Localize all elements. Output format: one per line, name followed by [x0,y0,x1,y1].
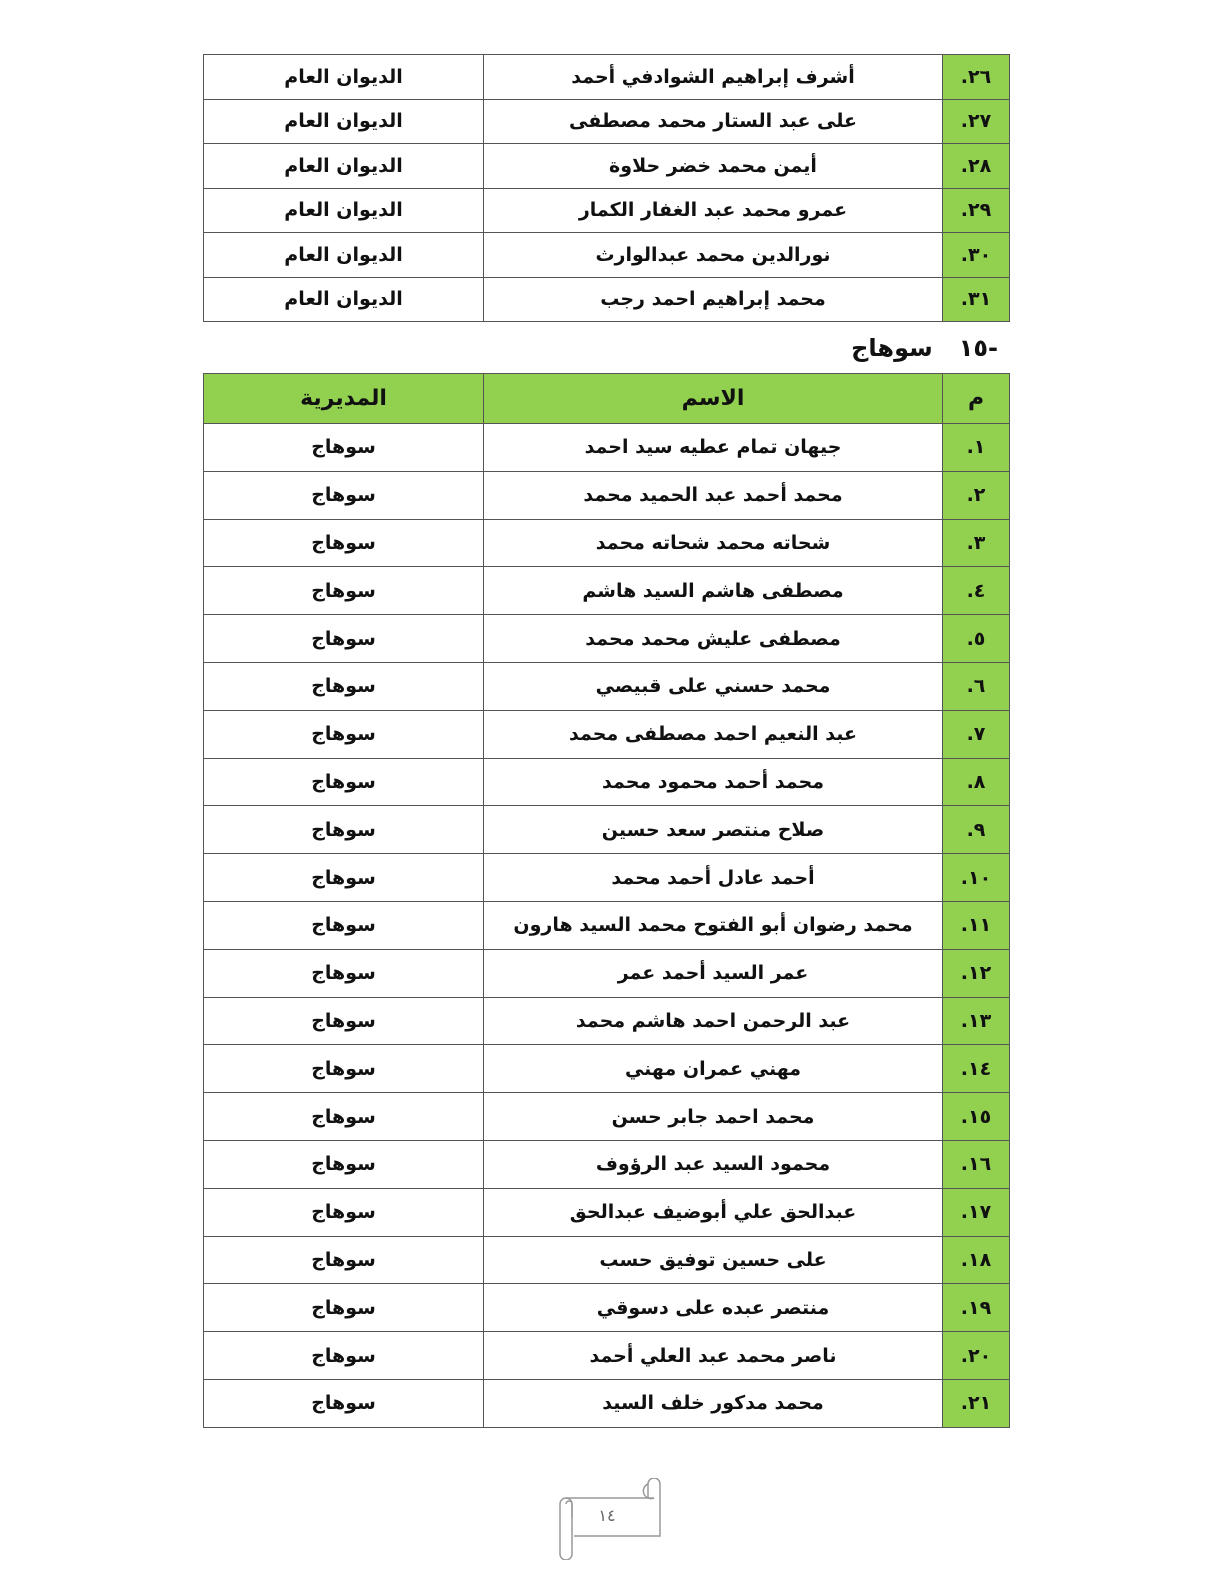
department: سوهاج [204,997,484,1045]
row-number: ٢٩. [943,188,1010,233]
row-number: ٢٨. [943,144,1010,189]
department: سوهاج [204,710,484,758]
employee-name: أحمد عادل أحمد محمد [484,854,943,902]
table-row [204,615,1010,663]
department: سوهاج [204,567,484,615]
department: سوهاج [204,424,484,472]
table-row [204,997,1010,1045]
section-title: سوهاج [851,334,933,362]
table-row [204,1236,1010,1284]
page-number-scroll [552,1478,662,1560]
header-name: الاسم [484,374,943,424]
row-number: ١٤. [943,1045,1010,1093]
employee-name: عبدالحق علي أبوضيف عبدالحق [484,1188,943,1236]
department: سوهاج [204,519,484,567]
page-number: ١٤ [598,1506,616,1525]
row-number: ٩. [943,806,1010,854]
row-number: ٦. [943,662,1010,710]
header-num: م [943,374,1010,424]
employee-name: على عبد الستار محمد مصطفى [484,99,943,144]
employee-name: أشرف إبراهيم الشوادفي أحمد [484,55,943,100]
row-number: ٣. [943,519,1010,567]
row-number: ٢. [943,471,1010,519]
employee-name: محمد إبراهيم احمد رجب [484,277,943,322]
employee-name: صلاح منتصر سعد حسين [484,806,943,854]
table-row [204,424,1010,472]
department: سوهاج [204,1093,484,1141]
department: سوهاج [204,1379,484,1427]
header-dept: المديرية [204,374,484,424]
row-number: ١٧. [943,1188,1010,1236]
table-row [204,949,1010,997]
department: سوهاج [204,901,484,949]
staff-table-continued [203,54,1010,322]
table-row [204,519,1010,567]
department: الديوان العام [204,277,484,322]
table-row [204,662,1010,710]
department: الديوان العام [204,144,484,189]
table-header-row [204,374,1010,424]
employee-name: محمد احمد جابر حسن [484,1093,943,1141]
employee-name: محمد حسني على قبيصي [484,662,943,710]
section-number: -١٥ [958,334,998,362]
employee-name: محمد أحمد محمود محمد [484,758,943,806]
table-row [204,567,1010,615]
row-number: ١٠. [943,854,1010,902]
row-number: ١٢. [943,949,1010,997]
department: سوهاج [204,1045,484,1093]
row-number: ١٨. [943,1236,1010,1284]
department: سوهاج [204,1332,484,1380]
department: الديوان العام [204,99,484,144]
table-row [204,188,1010,233]
employee-name: ناصر محمد عبد العلي أحمد [484,1332,943,1380]
department: سوهاج [204,662,484,710]
department: سوهاج [204,1140,484,1188]
department: سوهاج [204,806,484,854]
table-row [204,277,1010,322]
department: سوهاج [204,471,484,519]
row-number: ١٥. [943,1093,1010,1141]
row-number: ٥. [943,615,1010,663]
row-number: ٢٠. [943,1332,1010,1380]
row-number: ١٣. [943,997,1010,1045]
table-row [204,55,1010,100]
table-row [204,806,1010,854]
employee-name: مصطفى عليش محمد محمد [484,615,943,663]
employee-name: عمر السيد أحمد عمر [484,949,943,997]
employee-name: محمد رضوان أبو الفتوح محمد السيد هارون [484,901,943,949]
employee-name: على حسين توفيق حسب [484,1236,943,1284]
employee-name: مهني عمران مهني [484,1045,943,1093]
row-number: ٨. [943,758,1010,806]
table-row [204,854,1010,902]
table-row [204,1140,1010,1188]
employee-name: عبد الرحمن احمد هاشم محمد [484,997,943,1045]
table-row [204,1093,1010,1141]
row-number: ٣١. [943,277,1010,322]
row-number: ١. [943,424,1010,472]
department: الديوان العام [204,233,484,278]
department: الديوان العام [204,55,484,100]
table-row [204,471,1010,519]
employee-name: منتصر عبده على دسوقي [484,1284,943,1332]
table-row [204,144,1010,189]
department: سوهاج [204,949,484,997]
row-number: ٧. [943,710,1010,758]
row-number: ٢٧. [943,99,1010,144]
department: سوهاج [204,854,484,902]
employee-name: شحاته محمد شحاته محمد [484,519,943,567]
department: سوهاج [204,1284,484,1332]
employee-name: عبد النعيم احمد مصطفى محمد [484,710,943,758]
row-number: ٤. [943,567,1010,615]
employee-name: محمد مدكور خلف السيد [484,1379,943,1427]
employee-name: أيمن محمد خضر حلاوة [484,144,943,189]
row-number: ٢٦. [943,55,1010,100]
table-row [204,1284,1010,1332]
table-row [204,1045,1010,1093]
employee-name: محمود السيد عبد الرؤوف [484,1140,943,1188]
department: سوهاج [204,1236,484,1284]
department: الديوان العام [204,188,484,233]
row-number: ١٦. [943,1140,1010,1188]
employee-name: عمرو محمد عبد الغفار الكمار [484,188,943,233]
employee-name: مصطفى هاشم السيد هاشم [484,567,943,615]
table-row [204,758,1010,806]
table-row [204,901,1010,949]
employee-name: جيهان تمام عطيه سيد احمد [484,424,943,472]
table-row [204,710,1010,758]
department: سوهاج [204,758,484,806]
department: سوهاج [204,1188,484,1236]
table-row [204,1332,1010,1380]
employee-name: نورالدين محمد عبدالوارث [484,233,943,278]
department: سوهاج [204,615,484,663]
sohag-staff-table [203,373,1010,1428]
row-number: ٢١. [943,1379,1010,1427]
table-row [204,1379,1010,1427]
employee-name: محمد أحمد عبد الحميد محمد [484,471,943,519]
table-row [204,233,1010,278]
table-row [204,1188,1010,1236]
row-number: ٣٠. [943,233,1010,278]
table-row [204,99,1010,144]
section-heading [851,334,998,362]
row-number: ١١. [943,901,1010,949]
row-number: ١٩. [943,1284,1010,1332]
